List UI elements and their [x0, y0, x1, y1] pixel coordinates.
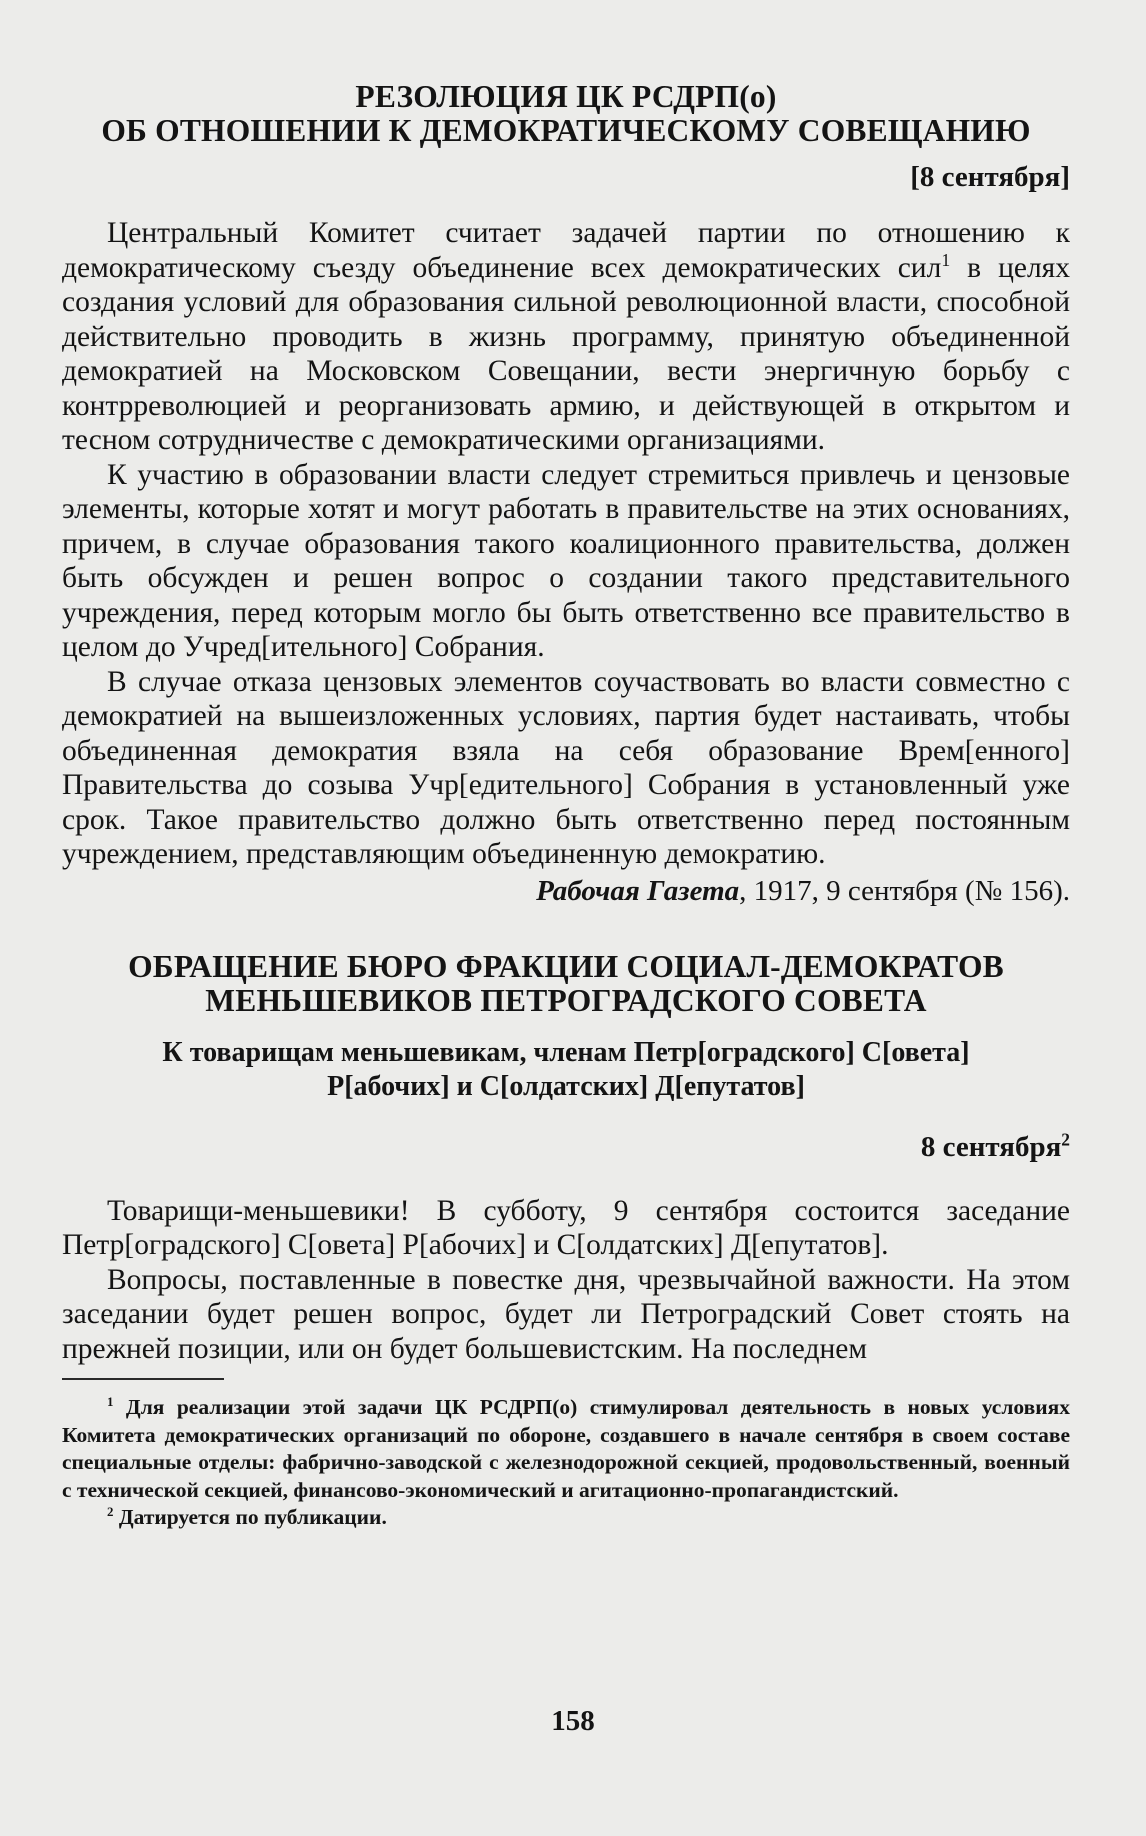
- appeal-date: [62, 1130, 1070, 1164]
- resolution-title: [62, 80, 1070, 148]
- appeal-paragraph-2: Вопросы, поставленные в повестке дня, чрезвычайной важности. На этом заседании будет решен вопрос, будет ли Петроградский Совет стоять на прежней позиции, или он будет большевистским. На последнем: [62, 1263, 1070, 1365]
- resolution-date: [8 сентября]: [910, 161, 1070, 193]
- resolution-source: [62, 874, 1070, 908]
- footnote-2-mark: 2: [107, 1504, 114, 1519]
- resolution-paragraph-3: В случае отказа цензовых элементов соучаствовать во власти совместно с демократией на вышеизложенных условиях, партия будет настаивать, чтобы объединенная демократия взяла на себя образование Врем[енного] Правительства до созыва Учр[едительного] Собрания в установленный уже срок. Такое правительство должно быть ответственно перед постоянным учреждением, представляющим объединенную демократию.: [62, 665, 1070, 870]
- resolution-title-line1: РЕЗОЛЮЦИЯ ЦК РСДРП(о): [355, 79, 777, 114]
- appeal-date-text: 8 сентября: [920, 1130, 1062, 1163]
- resolution-paragraph-1: [62, 216, 1070, 458]
- source-newspaper: Рабочая Газета: [536, 874, 740, 907]
- appeal-subtitle-line1: К товарищам меньшевикам, членам Петр[оградского] С[овета]: [162, 1036, 970, 1068]
- appeal-title: [62, 950, 1070, 1018]
- footnote-2-text: Датируется по публикации.: [113, 1505, 387, 1529]
- appeal-title-line1: ОБРАЩЕНИЕ БЮРО ФРАКЦИИ СОЦИАЛ-ДЕМОКРАТОВ: [128, 948, 1004, 984]
- resolution-p1-text-a: Центральный Комитет считает задачей партии по отношению к демократическому съезду объединение всех демократических сил: [62, 217, 1070, 284]
- appeal-paragraph-1: Товарищи-меньшевики! В субботу, 9 сентября состоится заседание Петр[оградского] С[овета] Р[абочих] и С[олдатских] Д[епутатов].: [62, 1194, 1070, 1261]
- footnote-2: [62, 1504, 1070, 1532]
- footnote-1-text: Для реализации этой задачи ЦК РСДРП(о) стимулировал деятельность в новых условиях Комитета демократических организаций по обороне, создавшего в начале сентября в своем составе специальные отделы: фабрично-заводской с железнодорожной секцией, продовольственный, военный с технической секцией, финансово-экономический и агитационно-пропагандистский.: [62, 1395, 1070, 1502]
- footnote-ref-1: 1: [941, 249, 951, 270]
- appeal-subtitle-line2: Р[абочих] и С[олдатских] Д[епутатов]: [327, 1070, 805, 1102]
- appeal-title-line2: МЕНЬШЕВИКОВ ПЕТРОГРАДСКОГО СОВЕТА: [205, 982, 927, 1018]
- source-details: , 1917, 9 сентября (№ 156).: [739, 874, 1070, 907]
- appeal-subtitle: [62, 1036, 1070, 1104]
- footnote-divider: [62, 1378, 224, 1380]
- resolution-p1-text-b: в целях создания условий для образования сильной революционной власти, способной действительно проводить в жизнь программу, принятую объединенной демократией на Московском Совещании, вести энергичную борьбу с контрреволюцией и реорганизовать армию, и действующей в открытом и тесном сотрудничестве с демократическими организациями.: [62, 251, 1070, 456]
- resolution-title-line2: ОБ ОТНОШЕНИИ К ДЕМОКРАТИЧЕСКОМУ СОВЕЩАНИЮ: [101, 113, 1031, 148]
- footnote-1: [62, 1394, 1070, 1504]
- page-number: 158: [551, 1705, 595, 1737]
- footnote-1-mark: 1: [107, 1394, 114, 1409]
- footnote-ref-2: 2: [1061, 1128, 1070, 1149]
- resolution-paragraph-2: К участию в образовании власти следует стремиться привлечь и цензовые элементы, которые хотят и могут работать в правительстве на этих основаниях, причем, в случае образования такого коалиционного правительства, должен быть обсужден и решен вопрос о создании такого представительного учреждения, перед которым могло бы быть ответственно все правительство в целом до Учред[ительного] Собрания.: [62, 458, 1070, 663]
